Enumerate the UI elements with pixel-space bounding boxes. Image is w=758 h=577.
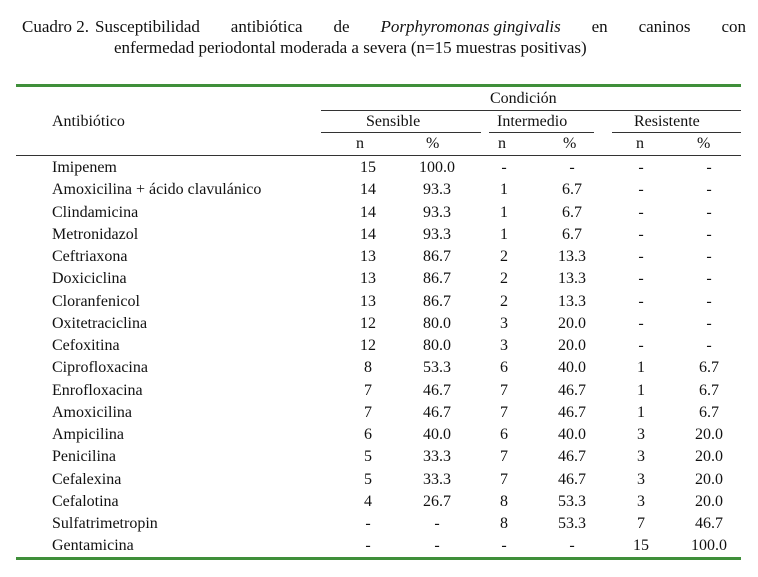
table-row	[0, 292, 758, 314]
percent-cell: 40.0	[423, 426, 451, 443]
percent-cell: 46.7	[423, 403, 451, 421]
count-cell: 3	[637, 448, 645, 466]
count-cell: -	[638, 270, 644, 288]
count-cell: -	[365, 537, 371, 555]
percent-cell: 86.7	[423, 292, 451, 310]
percent-cell: 40.0	[558, 426, 586, 443]
percent-cell: 80.0	[423, 337, 451, 354]
caption-word: con	[721, 17, 746, 36]
percent-cell: -	[569, 159, 575, 176]
count-cell: 5	[364, 470, 372, 488]
percent-cell: -	[706, 248, 712, 265]
table-row	[0, 447, 758, 469]
antibiotic-name: Doxiciclina	[52, 270, 127, 288]
intermedio-underline	[489, 132, 594, 133]
caption-label: Cuadro 2.	[22, 17, 90, 36]
percent-cell: -	[706, 181, 712, 199]
caption-word: Susceptibilidad	[95, 17, 200, 36]
percent-cell: 46.7	[558, 448, 586, 466]
header-resistente: Resistente	[634, 113, 700, 130]
antibiotic-name: Ampicilina	[52, 426, 124, 443]
count-cell: 1	[500, 203, 508, 221]
count-cell: 1	[637, 359, 645, 377]
count-cell: 7	[364, 381, 372, 399]
antibiotic-name: Enrofloxacina	[52, 381, 143, 399]
percent-cell: -	[706, 203, 712, 221]
subheader-pct: %	[563, 135, 577, 152]
subheader-pct: %	[426, 135, 440, 152]
table-row	[0, 180, 758, 202]
count-cell: 2	[500, 292, 508, 310]
table-row	[0, 536, 758, 558]
count-cell: 4	[364, 492, 372, 510]
antibiotic-name: Cefoxitina	[52, 337, 120, 354]
count-cell: 7	[637, 515, 645, 532]
header-antibiotic: Antibiótico	[52, 113, 125, 130]
percent-cell: 46.7	[558, 381, 586, 399]
percent-cell: -	[569, 537, 575, 555]
percent-cell: -	[434, 537, 440, 555]
antibiotic-name: Oxitetraciclina	[52, 314, 148, 332]
table-row	[0, 336, 758, 358]
percent-cell: 26.7	[423, 492, 451, 510]
table-row	[0, 225, 758, 247]
caption-word: en	[591, 17, 608, 36]
count-cell: 3	[637, 426, 645, 443]
percent-cell: 86.7	[423, 270, 451, 288]
count-cell: -	[638, 159, 644, 176]
percent-cell: 6.7	[699, 359, 719, 377]
table-row	[0, 403, 758, 425]
count-cell: 7	[500, 470, 508, 488]
subheader-n: n	[498, 135, 506, 152]
subheader-n: n	[636, 135, 644, 152]
table-row	[0, 470, 758, 492]
percent-cell: 53.3	[423, 359, 451, 377]
table-row	[0, 314, 758, 336]
antibiotic-name: Gentamicina	[52, 537, 134, 555]
antibiotic-name: Cloranfenicol	[52, 292, 140, 310]
antibiotic-name: Metronidazol	[52, 225, 139, 243]
caption-line-1	[22, 16, 746, 37]
table-body	[0, 158, 758, 559]
percent-cell: -	[706, 292, 712, 310]
percent-cell: -	[434, 515, 440, 532]
count-cell: 12	[360, 314, 376, 332]
percent-cell: 13.3	[558, 270, 586, 288]
table-row	[0, 358, 758, 380]
percent-cell: 20.0	[558, 337, 586, 354]
count-cell: -	[501, 159, 507, 176]
antibiotic-name: Cefalexina	[52, 470, 122, 488]
header-condition: Condición	[490, 90, 557, 107]
count-cell: 3	[637, 470, 645, 488]
percent-cell: -	[706, 159, 712, 176]
percent-cell: 20.0	[695, 448, 723, 466]
percent-cell: 20.0	[695, 470, 723, 488]
header-sensible: Sensible	[366, 113, 421, 130]
percent-cell: 6.7	[562, 181, 582, 199]
table-row	[0, 158, 758, 180]
caption-word: antibiótica	[230, 17, 303, 36]
count-cell: 13	[360, 270, 376, 288]
count-cell: -	[638, 292, 644, 310]
count-cell: 13	[360, 248, 376, 265]
table-row	[0, 247, 758, 269]
count-cell: 7	[364, 403, 372, 421]
count-cell: -	[638, 181, 644, 199]
percent-cell: 93.3	[423, 203, 451, 221]
condition-underline	[321, 110, 741, 111]
count-cell: 1	[500, 181, 508, 199]
antibiotic-name: Clindamicina	[52, 203, 139, 221]
percent-cell: 93.3	[423, 181, 451, 199]
percent-cell: 6.7	[699, 381, 719, 399]
count-cell: -	[501, 537, 507, 555]
subheader-pct: %	[697, 135, 711, 152]
count-cell: 15	[633, 537, 649, 555]
antibiotic-name: Cefalotina	[52, 492, 119, 510]
antibiotic-name: Sulfatrimetropin	[52, 515, 158, 532]
percent-cell: 93.3	[423, 225, 451, 243]
percent-cell: 13.3	[558, 292, 586, 310]
caption-word: de	[333, 17, 350, 36]
antibiotic-name: Imipenem	[52, 159, 117, 176]
percent-cell: 13.3	[558, 248, 586, 265]
percent-cell: -	[706, 225, 712, 243]
count-cell: 1	[637, 403, 645, 421]
percent-cell: 6.7	[562, 203, 582, 221]
count-cell: 2	[500, 248, 508, 265]
percent-cell: -	[706, 337, 712, 354]
percent-cell: 46.7	[695, 515, 723, 532]
count-cell: 8	[500, 492, 508, 510]
percent-cell: 100.0	[419, 159, 455, 176]
count-cell: 6	[364, 426, 372, 443]
subheader-n: n	[356, 135, 364, 152]
count-cell: 8	[500, 515, 508, 532]
percent-cell: 20.0	[558, 314, 586, 332]
count-cell: 7	[500, 381, 508, 399]
count-cell: 14	[360, 203, 376, 221]
percent-cell: 46.7	[558, 470, 586, 488]
count-cell: 3	[637, 492, 645, 510]
table-top-rule	[16, 84, 741, 87]
percent-cell: -	[706, 270, 712, 288]
header-bottom-rule	[16, 155, 741, 156]
count-cell: 8	[364, 359, 372, 377]
count-cell: 6	[500, 426, 508, 443]
percent-cell: 46.7	[423, 381, 451, 399]
count-cell: 15	[360, 159, 376, 176]
table-caption	[22, 16, 746, 58]
count-cell: 7	[500, 448, 508, 466]
antibiotic-name: Amoxicilina + ácido clavulánico	[52, 181, 262, 199]
caption-species: Porphyromonas gingivalis	[380, 17, 561, 36]
count-cell: 2	[500, 270, 508, 288]
percent-cell: 33.3	[423, 448, 451, 466]
antibiotic-name: Amoxicilina	[52, 403, 132, 421]
count-cell: 1	[500, 225, 508, 243]
percent-cell: 86.7	[423, 248, 451, 265]
resistente-underline	[612, 132, 741, 133]
table-bottom-rule	[16, 557, 741, 560]
percent-cell: 46.7	[558, 403, 586, 421]
table-row	[0, 492, 758, 514]
count-cell: -	[365, 515, 371, 532]
count-cell: 14	[360, 181, 376, 199]
percent-cell: 80.0	[423, 314, 451, 332]
count-cell: 7	[500, 403, 508, 421]
percent-cell: 20.0	[695, 426, 723, 443]
count-cell: 13	[360, 292, 376, 310]
table-row	[0, 381, 758, 403]
count-cell: 5	[364, 448, 372, 466]
sensible-underline	[321, 132, 481, 133]
count-cell: 14	[360, 225, 376, 243]
percent-cell: 40.0	[558, 359, 586, 377]
percent-cell: 6.7	[699, 403, 719, 421]
antibiotic-name: Ceftriaxona	[52, 248, 128, 265]
table-row	[0, 203, 758, 225]
percent-cell: -	[706, 314, 712, 332]
count-cell: -	[638, 225, 644, 243]
count-cell: -	[638, 248, 644, 265]
percent-cell: 6.7	[562, 225, 582, 243]
table-row	[0, 269, 758, 291]
count-cell: 3	[500, 337, 508, 354]
caption-line-2: enfermedad periodontal moderada a severa (n=15 muestras positivas)	[114, 38, 587, 57]
count-cell: 6	[500, 359, 508, 377]
count-cell: -	[638, 314, 644, 332]
header-intermedio: Intermedio	[497, 113, 568, 130]
count-cell: 3	[500, 314, 508, 332]
count-cell: 12	[360, 337, 376, 354]
caption-word: caninos	[638, 17, 691, 36]
table-row	[0, 514, 758, 536]
percent-cell: 53.3	[558, 492, 586, 510]
table-row	[0, 425, 758, 447]
antibiotic-name: Ciprofloxacina	[52, 359, 148, 377]
antibiotic-name: Penicilina	[52, 448, 116, 466]
count-cell: -	[638, 203, 644, 221]
percent-cell: 33.3	[423, 470, 451, 488]
percent-cell: 53.3	[558, 515, 586, 532]
percent-cell: 20.0	[695, 492, 723, 510]
count-cell: 1	[637, 381, 645, 399]
count-cell: -	[638, 337, 644, 354]
percent-cell: 100.0	[691, 537, 727, 555]
